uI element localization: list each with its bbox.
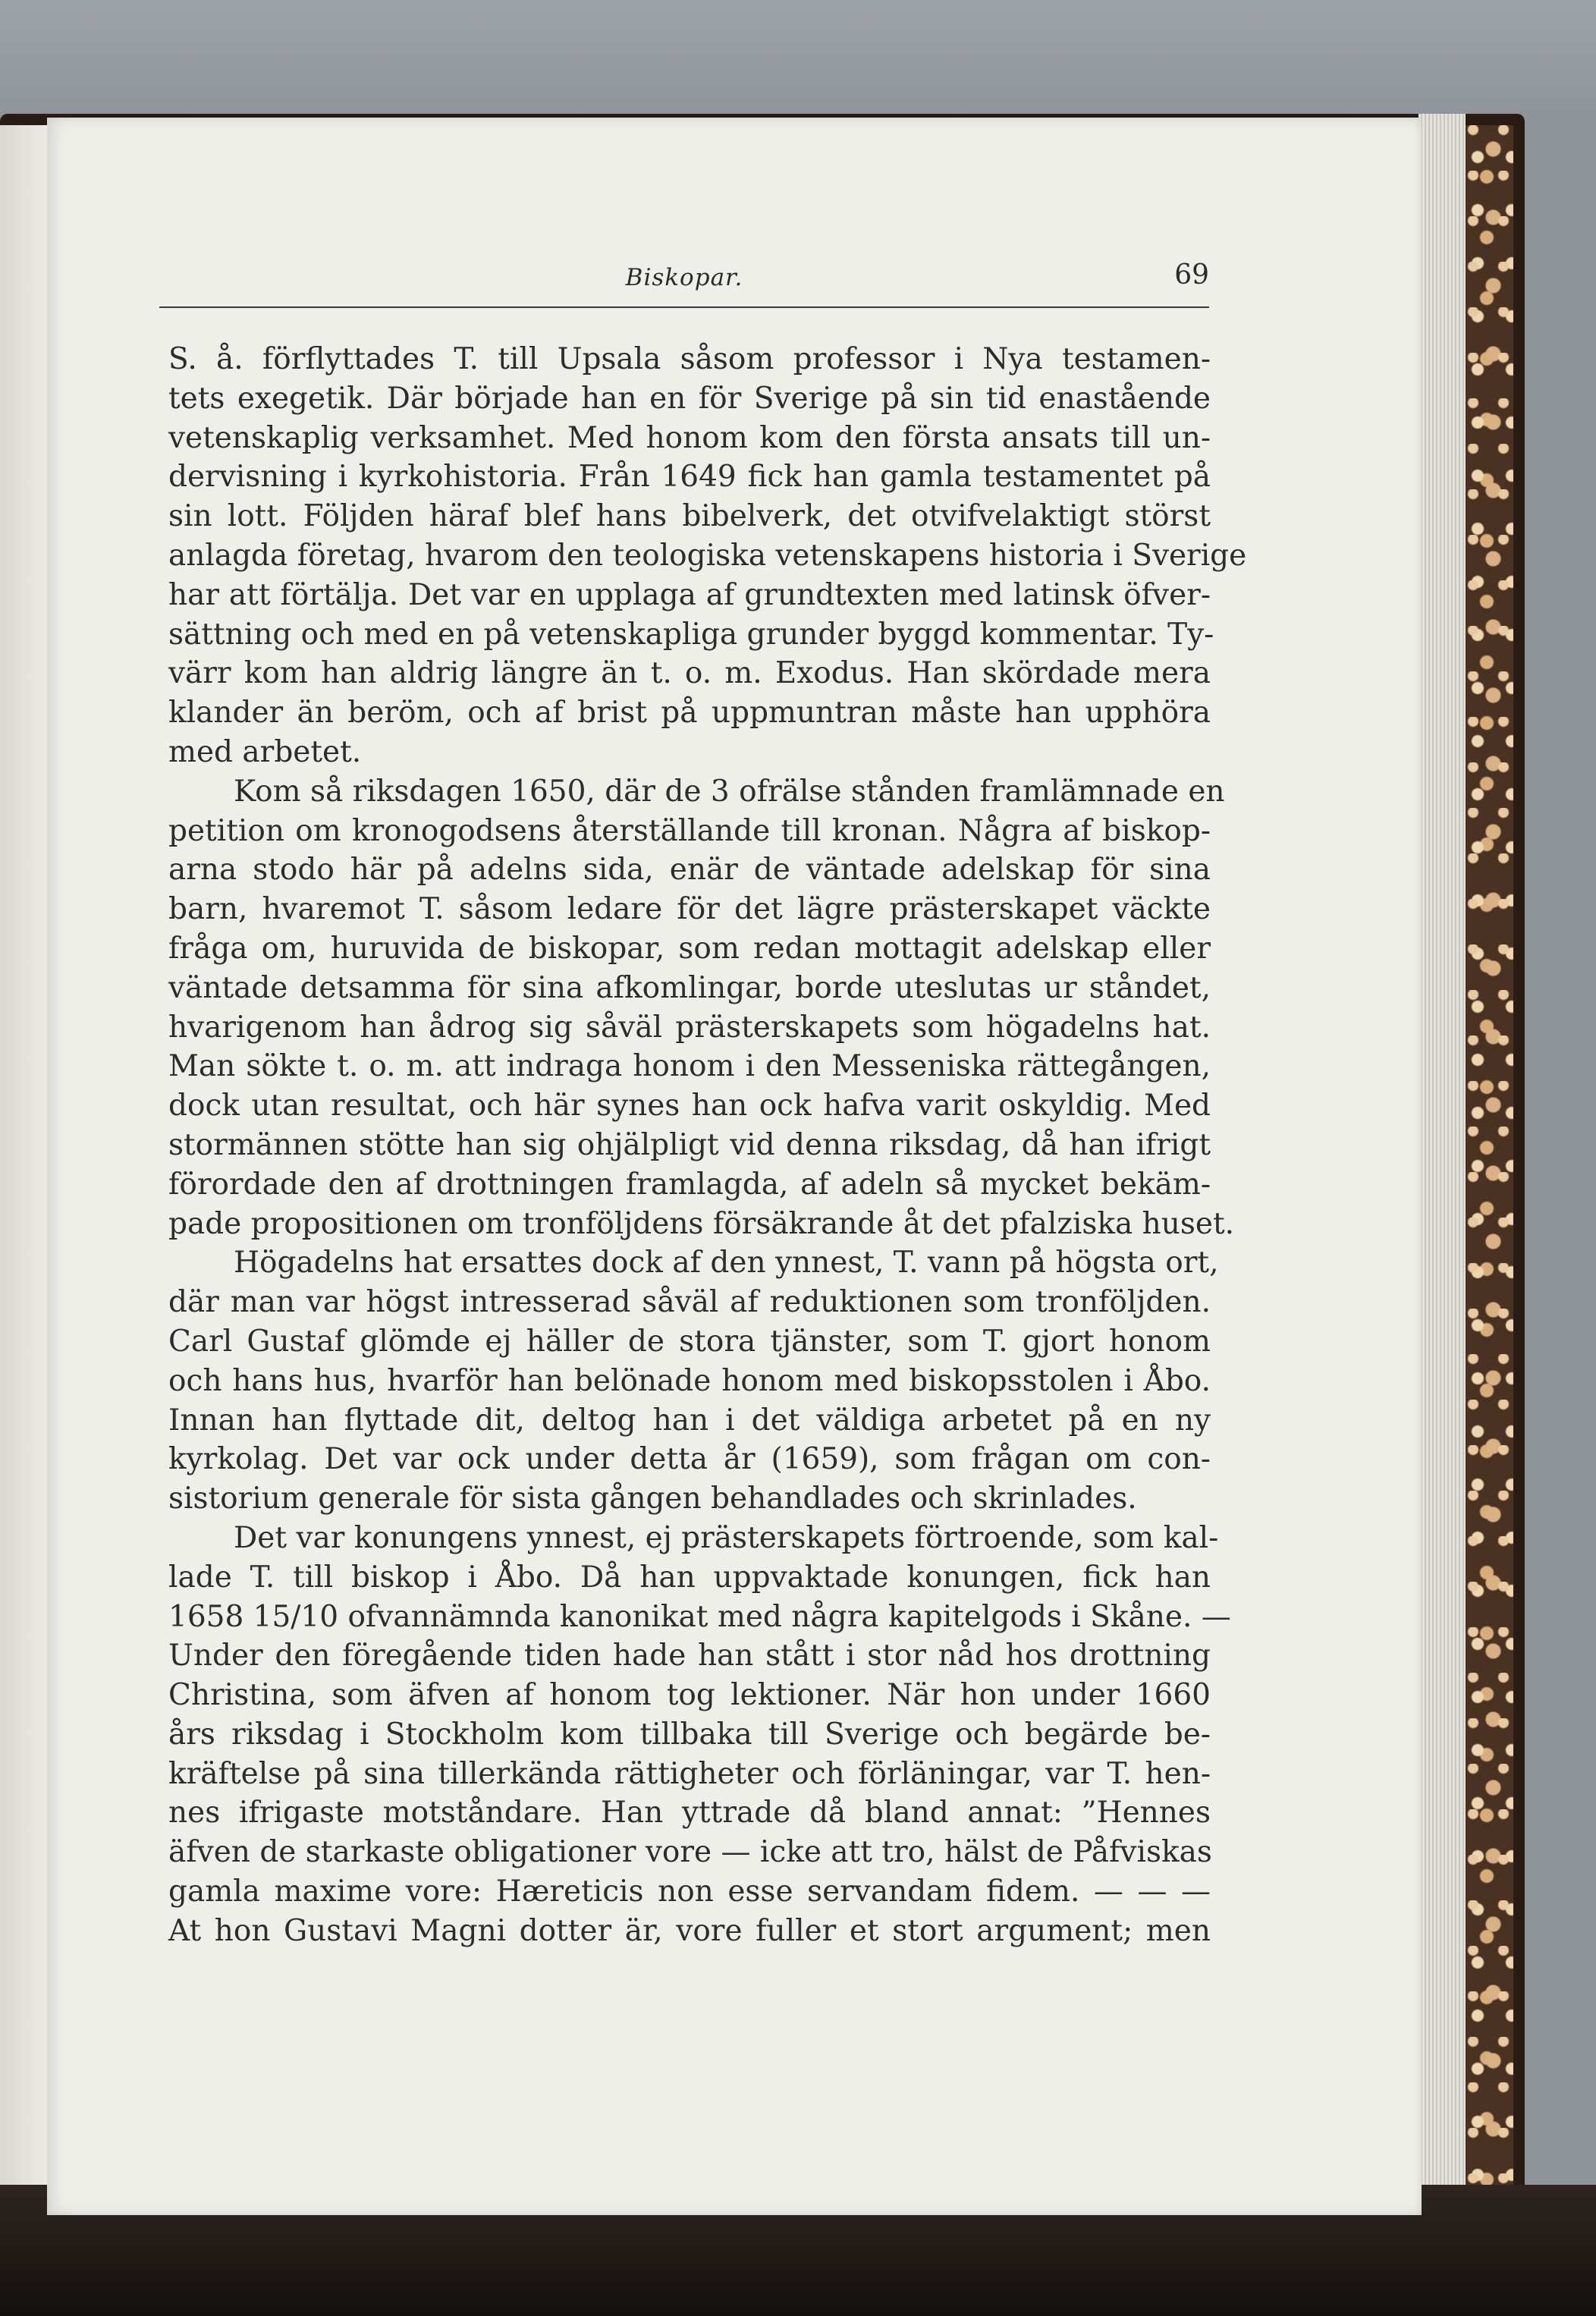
text-line: har att förtälja. Det var en upplaga af grundtexten med latinsk öfver- — [168, 577, 1211, 612]
text-line: gamla maxime vore: Hæreticis non esse servandam fidem. — — — — [168, 1874, 1211, 1909]
text-line: S. å. förflyttades T. till Upsala såsom professor i Nya testamen- — [168, 342, 1211, 376]
text-line: Det var konungens ynnest, ej prästerskapets förtroende, som kal- — [234, 1520, 1219, 1555]
text-line: barn, hvaremot T. såsom ledare för det lägre prästerskapet väckte — [168, 892, 1211, 927]
text-line: kyrkolag. Det var ock under detta år (1659), som frågan om con- — [168, 1442, 1211, 1477]
text-line: hvarigenom han ådrog sig såväl prästerskapets som högadelns hat. — [168, 1010, 1211, 1045]
left-page-edge — [0, 125, 47, 2211]
running-title: Biskopar. — [625, 264, 743, 291]
page-number: 69 — [1174, 259, 1209, 291]
text-line: tets exegetik. Där började han en för Sverige på sin tid enastående — [168, 381, 1211, 416]
text-line: Under den föregående tiden hade han stått i stor nåd hos drottning — [168, 1639, 1211, 1673]
text-line: At hon Gustavi Magni dotter är, vore fuller et stort argument; men — [168, 1913, 1211, 1948]
body-text — [168, 340, 1247, 1951]
text-line: äfven de starkaste obligationer vore — icke att tro, hälst de Påfviskas — [168, 1835, 1212, 1870]
text-line: Innan han flyttade dit, deltog han i det väldiga arbetet på en ny — [168, 1403, 1211, 1438]
page-header — [159, 250, 1209, 308]
marbled-edge — [1464, 125, 1513, 2189]
text-line: vetenskaplig verksamhet. Med honom kom den första ansats till un- — [168, 420, 1211, 455]
text-line: pade propositionen om tronföljdens försäkrande åt det pfalziska huset. — [168, 1206, 1235, 1241]
text-line: Man sökte t. o. m. att indraga honom i den Messeniska rättegången, — [168, 1049, 1211, 1084]
text-line: sistorium generale för sista gången behandlades och skrinlades. — [168, 1482, 1137, 1516]
text-line: nes ifrigaste motståndare. Han yttrade då bland annat: ”Hennes — [168, 1796, 1211, 1830]
backdrop — [0, 0, 1596, 129]
text-line: Carl Gustaf glömde ej häller de stora tjänster, som T. gjort honom — [168, 1324, 1211, 1359]
page-edges — [1418, 114, 1466, 2200]
text-line: Christina, som äfven af honom tog lektioner. När hon under 1660 — [168, 1678, 1211, 1713]
text-line: stormännen stötte han sig ohjälpligt vid denna riksdag, då han ifrigt — [168, 1127, 1211, 1162]
text-line: sin lott. Följden häraf blef hans bibelverk, det otvifvelaktigt störst — [168, 499, 1211, 534]
text-line: års riksdag i Stockholm kom tillbaka till Sverige och begärde be- — [168, 1717, 1211, 1752]
text-line: fråga om, huruvida de biskopar, som redan mottagit adelskap eller — [168, 931, 1211, 966]
text-line: med arbetet. — [168, 734, 362, 769]
text-line: lade T. till biskop i Åbo. Då han uppvaktade konungen, fick han — [168, 1560, 1211, 1595]
text-line: 1658 15/10 ofvannämnda kanonikat med några kapitelgods i Skåne. — — [168, 1599, 1231, 1634]
text-line: dock utan resultat, och här synes han ock hafva varit oskyldig. Med — [168, 1089, 1211, 1123]
text-line: kräftelse på sina tillerkända rättigheter och förläningar, var T. hen- — [168, 1756, 1211, 1791]
text-line: och hans hus, hvarför han belönade honom med biskopsstolen i Åbo. — [168, 1363, 1211, 1398]
text-line: Kom så riksdagen 1650, där de 3 ofrälse stånden framlämnade en — [234, 774, 1225, 809]
text-line: sättning och med en på vetenskapliga grunder byggd kommentar. Ty- — [168, 617, 1214, 652]
text-line: klander än beröm, och af brist på uppmuntran måste han upphöra — [168, 696, 1211, 731]
text-line: Högadelns hat ersattes dock af den ynnest, T. vann på högsta ort, — [234, 1246, 1219, 1281]
text-line: där man var högst intresserad såväl af reduktionen som tronföljden. — [168, 1285, 1211, 1320]
text-line: arna stodo här på adelns sida, enär de väntade adelskap för sina — [168, 853, 1211, 888]
text-line: dervisning i kyrkohistoria. Från 1649 fick han gamla testamentet på — [168, 460, 1211, 495]
text-line: petition om kronogodsens återställande till kronan. Några af biskop- — [168, 813, 1211, 848]
text-line: väntade detsamma för sina afkomlingar, borde uteslutas ur ståndet, — [168, 970, 1211, 1005]
text-line: anlagda företag, hvarom den teologiska vetenskapens historia i Sverige — [168, 538, 1247, 573]
text-line: värr kom han aldrig längre än t. o. m. Exodus. Han skördade mera — [168, 656, 1211, 691]
text-line: förordade den af drottningen framlagda, af adeln så mycket bekäm- — [168, 1167, 1211, 1202]
